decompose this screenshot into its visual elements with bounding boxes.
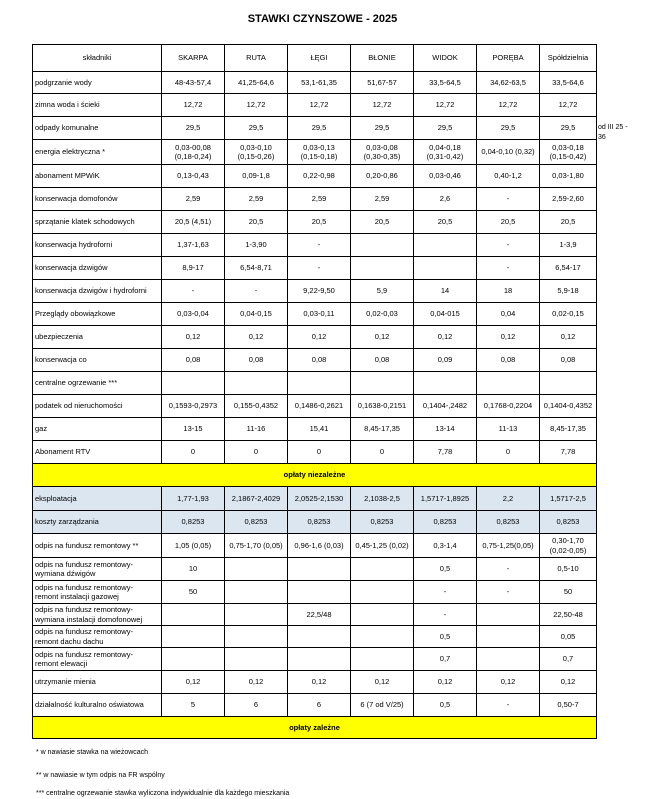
table-cell: 0,12 (288, 326, 351, 349)
table-cell (351, 626, 414, 648)
table-row (33, 94, 597, 117)
row-label: podgrzanie wody (33, 72, 162, 94)
row-label: energia elektryczna * (33, 140, 162, 165)
table-cell: 5,9 (351, 280, 414, 303)
table-cell: - (162, 280, 225, 303)
table-cell: 0,04-0,18 (0,31-0,42) (414, 140, 477, 165)
column-header: PORĘBA (477, 45, 540, 72)
table-cell (225, 581, 288, 604)
table-cell: 0,7 (540, 648, 597, 671)
table-cell (162, 626, 225, 648)
table-cell: 20,5 (477, 211, 540, 234)
table-cell: 12,72 (351, 94, 414, 117)
row-label: odpis na fundusz remontowy- wymiana instalacji domofonowej (33, 604, 162, 626)
table-cell: 6 (288, 694, 351, 717)
table-row (33, 648, 597, 671)
row-label: abonament MPWiK (33, 165, 162, 188)
footnote-2: ** w nawiasie w tym odpis na FR wspólny (36, 772, 165, 779)
table-cell: 53,1-61,35 (288, 72, 351, 94)
table-row (33, 441, 597, 464)
table-row (33, 604, 597, 626)
table-cell: 0,5 (414, 558, 477, 581)
table-cell: - (288, 234, 351, 257)
table-cell: 0,12 (162, 671, 225, 694)
column-header: WIDOK (414, 45, 477, 72)
table-cell: 0,75-1,70 (0,05) (225, 534, 288, 558)
row-label: odpis na fundusz remontowy- remont instalacji gazowej (33, 581, 162, 604)
table-cell: 0,3-1,4 (414, 534, 477, 558)
row-label: centralne ogrzewanie *** (33, 372, 162, 395)
table-cell: 12,72 (225, 94, 288, 117)
table-row (33, 581, 597, 604)
table-cell: 5,9-18 (540, 280, 597, 303)
table-cell: 0,08 (477, 349, 540, 372)
table-cell: 0,1404-0,4352 (540, 395, 597, 418)
table-cell: 0,08 (288, 349, 351, 372)
section-row (33, 464, 597, 487)
table-cell: 20,5 (288, 211, 351, 234)
table-cell: 29,5 (162, 117, 225, 140)
table-cell (351, 372, 414, 395)
table-row (33, 418, 597, 441)
table-cell: 6 (7 od V/25) (351, 694, 414, 717)
table-cell: 0,03-00,08 (0,18-0,24) (162, 140, 225, 165)
table-cell: 6,54-8,71 (225, 257, 288, 280)
table-cell: 1,5717-2,5 (540, 487, 597, 511)
table-cell (351, 257, 414, 280)
table-cell: 8,9-17 (162, 257, 225, 280)
table-cell: 0,8253 (225, 511, 288, 534)
rates-table (32, 44, 597, 739)
table-cell: 2,6 (414, 188, 477, 211)
table-cell: 0,12 (477, 671, 540, 694)
table-cell (162, 604, 225, 626)
row-label: podatek od nieruchomości (33, 395, 162, 418)
table-cell: 0 (351, 441, 414, 464)
table-cell: 0,02-0,03 (351, 303, 414, 326)
table-cell: 6 (225, 694, 288, 717)
table-cell: 0,1404-,2482 (414, 395, 477, 418)
table-cell: - (225, 280, 288, 303)
table-cell: - (477, 694, 540, 717)
table-cell: 0 (477, 441, 540, 464)
table-cell (414, 257, 477, 280)
row-label: konserwacja dzwigów i hydroforni (33, 280, 162, 303)
table-cell: 0,7 (414, 648, 477, 671)
table-cell: 0,12 (477, 326, 540, 349)
table-cell: 0,1768-0,2204 (477, 395, 540, 418)
table-cell: 2,59 (351, 188, 414, 211)
table-row (33, 511, 597, 534)
table-row (33, 165, 597, 188)
table-cell (225, 604, 288, 626)
table-cell: 0,09 (414, 349, 477, 372)
table-cell: 0,1486-0,2621 (288, 395, 351, 418)
table-cell: 1,77-1,93 (162, 487, 225, 511)
table-cell: 7,78 (540, 441, 597, 464)
table-cell: 34,62-63,5 (477, 72, 540, 94)
table-cell: 0 (288, 441, 351, 464)
row-label: Przeglądy obowiązkowe (33, 303, 162, 326)
footnote-1: * w nawiasie stawka na wieżowcach (36, 749, 149, 756)
table-cell: 33,5-64,6 (540, 72, 597, 94)
table-cell (162, 372, 225, 395)
table-cell: 12,72 (288, 94, 351, 117)
table-row (33, 694, 597, 717)
table-cell: 0,8253 (288, 511, 351, 534)
table-cell (414, 372, 477, 395)
table-cell (351, 648, 414, 671)
table-cell: 0,12 (162, 326, 225, 349)
table-cell: 14 (414, 280, 477, 303)
table-cell: - (477, 257, 540, 280)
row-label: koszty zarządzania (33, 511, 162, 534)
table-cell: - (414, 604, 477, 626)
section-label: opłaty zależne (33, 717, 597, 739)
row-label: konserwacja co (33, 349, 162, 372)
table-cell: - (477, 558, 540, 581)
column-header: RUTA (225, 45, 288, 72)
table-cell: 0,08 (351, 349, 414, 372)
table-cell: 2,59 (162, 188, 225, 211)
table-cell: 20,5 (225, 211, 288, 234)
footnote-3: *** centralne ogrzewanie stawka wyliczona indywidualnie dla każdego mieszkania (36, 790, 290, 797)
table-row (33, 349, 597, 372)
table-cell (288, 581, 351, 604)
table-cell: 0,12 (225, 671, 288, 694)
row-label: odpis na fundusz remontowy- remont dachu dachu (33, 626, 162, 648)
table-cell: 29,5 (351, 117, 414, 140)
table-cell: 0,12 (351, 671, 414, 694)
table-cell: 13-15 (162, 418, 225, 441)
row-label: sprzątanie klatek schodowych (33, 211, 162, 234)
table-cell: 0,03-0,13 (0,15-0,18) (288, 140, 351, 165)
table-cell: 0,96-1,6 (0,03) (288, 534, 351, 558)
table-cell: 1-3,90 (225, 234, 288, 257)
table-cell: 0,04-0,15 (225, 303, 288, 326)
table-row (33, 140, 597, 165)
row-label: odpady komunalne (33, 117, 162, 140)
row-label: odpis na fundusz remontowy- wymiana dźwigów (33, 558, 162, 581)
table-cell: - (288, 257, 351, 280)
table-cell: 29,5 (414, 117, 477, 140)
table-cell: 20,5 (351, 211, 414, 234)
table-cell (288, 626, 351, 648)
table-cell: 0,03-0,18 (0,15-0,42) (540, 140, 597, 165)
table-cell: 0,04-015 (414, 303, 477, 326)
table-cell: 0,8253 (540, 511, 597, 534)
row-label: konserwacja hydroforni (33, 234, 162, 257)
table-cell: 0,5-10 (540, 558, 597, 581)
table-cell: 0 (225, 441, 288, 464)
table-cell: 0,20-0,86 (351, 165, 414, 188)
table-row (33, 72, 597, 94)
table-cell: 20,5 (540, 211, 597, 234)
table-cell: 18 (477, 280, 540, 303)
column-header: BŁONIE (351, 45, 414, 72)
table-cell: 2,59 (225, 188, 288, 211)
row-label: Abonament RTV (33, 441, 162, 464)
table-cell: 0,8253 (351, 511, 414, 534)
table-row (33, 395, 597, 418)
table-cell: 11-16 (225, 418, 288, 441)
table-row (33, 534, 597, 558)
table-cell (225, 558, 288, 581)
table-row (33, 188, 597, 211)
table-cell: 22,5/48 (288, 604, 351, 626)
table-cell: 5 (162, 694, 225, 717)
table-cell: 50 (162, 581, 225, 604)
table-cell: 8,45-17,35 (351, 418, 414, 441)
table-cell: 2,1867-2,4029 (225, 487, 288, 511)
table-cell: 12,72 (540, 94, 597, 117)
table-row (33, 326, 597, 349)
table-cell: 0,03-1,80 (540, 165, 597, 188)
table-cell (477, 372, 540, 395)
table-cell: 29,5 (540, 117, 597, 140)
table-cell (351, 581, 414, 604)
table-cell: 0,12 (225, 326, 288, 349)
table-cell: 0,1593-0,2973 (162, 395, 225, 418)
table-cell: 0,03-0,08 (0,30-0,35) (351, 140, 414, 165)
table-cell: 7,78 (414, 441, 477, 464)
table-cell: 0,12 (540, 671, 597, 694)
row-label: eksploatacja (33, 487, 162, 511)
section-row (33, 717, 597, 739)
table-cell: 2,59-2,60 (540, 188, 597, 211)
table-cell: 0,50-7 (540, 694, 597, 717)
table-cell: - (414, 581, 477, 604)
table-row (33, 372, 597, 395)
table-cell: 13-14 (414, 418, 477, 441)
table-cell: 12,72 (477, 94, 540, 117)
table-cell: 0,12 (288, 671, 351, 694)
table-cell: 29,5 (288, 117, 351, 140)
column-header: ŁĘGI (288, 45, 351, 72)
table-cell: 0,12 (351, 326, 414, 349)
table-cell: 0,05 (540, 626, 597, 648)
row-label: gaz (33, 418, 162, 441)
table-cell: 0,03-0,11 (288, 303, 351, 326)
table-row (33, 487, 597, 511)
table-row (33, 117, 597, 140)
table-cell: 11-13 (477, 418, 540, 441)
table-cell: - (477, 234, 540, 257)
table-cell (477, 604, 540, 626)
table-cell: 2,2 (477, 487, 540, 511)
table-cell (477, 626, 540, 648)
header-row (33, 45, 597, 72)
table-row (33, 671, 597, 694)
table-cell: 0,04 (477, 303, 540, 326)
table-row (33, 211, 597, 234)
table-cell: 48-43-57,4 (162, 72, 225, 94)
table-cell: 0,8253 (414, 511, 477, 534)
table-cell: 1-3,9 (540, 234, 597, 257)
table-cell: - (477, 188, 540, 211)
table-row (33, 234, 597, 257)
table-cell: 0,13-0,43 (162, 165, 225, 188)
table-cell: 2,1038-2,5 (351, 487, 414, 511)
table-cell: 51,67-57 (351, 72, 414, 94)
table-cell: 50 (540, 581, 597, 604)
table-cell: 0,30-1,70 (0,02-0,05) (540, 534, 597, 558)
table-cell (225, 372, 288, 395)
table-cell: 29,5 (225, 117, 288, 140)
row-label: konserwacja domofonów (33, 188, 162, 211)
table-row (33, 257, 597, 280)
table-cell: 0,5 (414, 694, 477, 717)
table-cell: 0,03-0,04 (162, 303, 225, 326)
section-label: opłaty niezależne (33, 464, 597, 487)
column-header: Spółdzielnia (540, 45, 597, 72)
table-cell: 8,45-17,35 (540, 418, 597, 441)
table-cell: 0,1638-0,2151 (351, 395, 414, 418)
table-cell: 20,5 (414, 211, 477, 234)
row-label: ubezpieczenia (33, 326, 162, 349)
table-cell: 41,25-64,6 (225, 72, 288, 94)
table-cell (288, 372, 351, 395)
table-cell: 0,22-0,98 (288, 165, 351, 188)
table-cell: 22,50-48 (540, 604, 597, 626)
table-cell: 1,05 (0,05) (162, 534, 225, 558)
table-cell (225, 648, 288, 671)
table-cell: - (477, 581, 540, 604)
table-cell: 12,72 (162, 94, 225, 117)
table-cell: 0,04-0,10 (0,32) (477, 140, 540, 165)
table-cell (414, 234, 477, 257)
table-cell (225, 626, 288, 648)
table-cell: 20,5 (4,51) (162, 211, 225, 234)
row-label: konserwacja dzwigów (33, 257, 162, 280)
table-cell: 0,12 (540, 326, 597, 349)
table-cell: 0,8253 (162, 511, 225, 534)
table-cell (540, 372, 597, 395)
row-label: działalność kulturalno oświatowa (33, 694, 162, 717)
table-cell: 10 (162, 558, 225, 581)
table-cell: 2,59 (288, 188, 351, 211)
table-cell: 0,12 (414, 326, 477, 349)
table-cell: 0,09-1,8 (225, 165, 288, 188)
table-cell: 0,02-0,15 (540, 303, 597, 326)
page-title: STAWKI CZYNSZOWE - 2025 (247, 13, 398, 25)
table-cell: 0,8253 (477, 511, 540, 534)
table-cell: 1,37-1,63 (162, 234, 225, 257)
table-cell (351, 604, 414, 626)
table-cell: 0,08 (162, 349, 225, 372)
table-row (33, 303, 597, 326)
table-cell (288, 648, 351, 671)
table-row (33, 280, 597, 303)
table-cell: 0,12 (414, 671, 477, 694)
row-label: zimna woda i ścieki (33, 94, 162, 117)
table-cell: 0 (162, 441, 225, 464)
table-cell: 6,54-17 (540, 257, 597, 280)
table-cell: 0,5 (414, 626, 477, 648)
table-cell: 0,03-0,46 (414, 165, 477, 188)
table-cell (351, 558, 414, 581)
table-cell: 33,5-64,5 (414, 72, 477, 94)
row-label: odpis na fundusz remontowy ** (33, 534, 162, 558)
table-cell (288, 558, 351, 581)
side-note: od III 25 - 36 (598, 124, 628, 141)
table-row (33, 558, 597, 581)
table-cell (162, 648, 225, 671)
column-header: SKARPA (162, 45, 225, 72)
column-header: składniki (33, 45, 162, 72)
table-cell: 0,45-1,25 (0,02) (351, 534, 414, 558)
table-row (33, 626, 597, 648)
table-cell: 0,03-0,10 (0,15-0,26) (225, 140, 288, 165)
table-cell: 2,0525-2,1530 (288, 487, 351, 511)
table-cell (477, 648, 540, 671)
table-cell: 0,08 (540, 349, 597, 372)
table-cell: 0,155-0,4352 (225, 395, 288, 418)
table-cell: 12,72 (414, 94, 477, 117)
row-label: odpis na fundusz remontowy- remont elewacji (33, 648, 162, 671)
table-cell: 9,22-9,50 (288, 280, 351, 303)
table-cell: 1,5717-1,8925 (414, 487, 477, 511)
table-cell: 0,08 (225, 349, 288, 372)
row-label: utrzymanie mienia (33, 671, 162, 694)
table-cell: 0,40-1,2 (477, 165, 540, 188)
table-cell: 15,41 (288, 418, 351, 441)
table-cell: 0,75-1,25(0,05) (477, 534, 540, 558)
table-cell (351, 234, 414, 257)
table-cell: 29,5 (477, 117, 540, 140)
